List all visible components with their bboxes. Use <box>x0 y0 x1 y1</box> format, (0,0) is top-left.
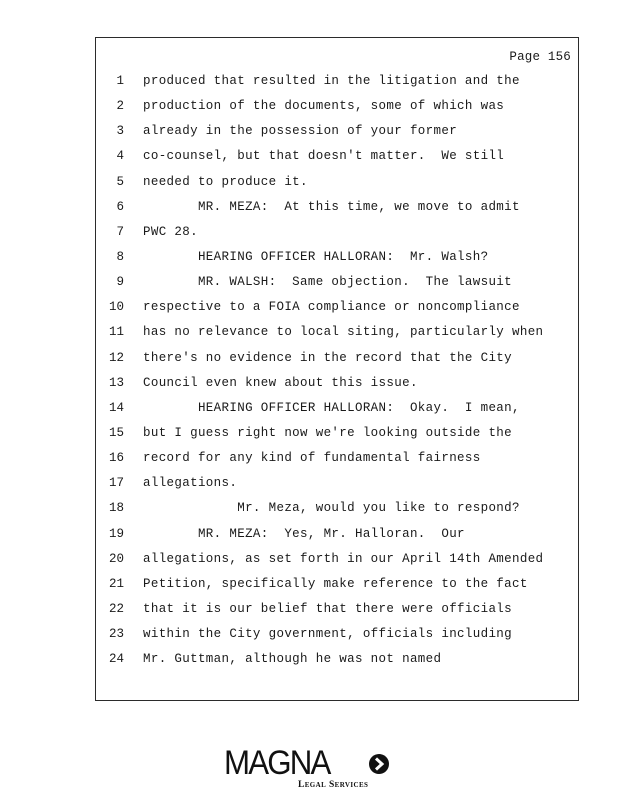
line-number: 14 <box>108 400 124 415</box>
line-number: 4 <box>116 149 124 164</box>
transcript-line <box>96 527 578 552</box>
line-number: 21 <box>108 576 124 591</box>
line-text: MR. MEZA: At this time, we move to admit <box>143 199 520 214</box>
transcript-line <box>96 451 578 476</box>
line-text: HEARING OFFICER HALLORAN: Okay. I mean, <box>143 400 520 415</box>
transcript-line <box>96 225 578 250</box>
line-text: co-counsel, but that doesn't matter. We still <box>143 149 505 164</box>
line-number: 20 <box>108 551 124 566</box>
transcript-line <box>96 74 578 99</box>
line-number: 15 <box>108 425 124 440</box>
transcript-line <box>96 577 578 602</box>
logo-subtitle: Legal Services <box>298 780 369 790</box>
transcript-line <box>96 250 578 275</box>
line-number: 1 <box>116 74 124 88</box>
transcript-line <box>96 351 578 376</box>
line-number: 8 <box>116 249 124 264</box>
line-text: produced that resulted in the litigation and the <box>143 74 520 88</box>
line-text: PWC 28. <box>143 224 198 239</box>
transcript-line <box>96 627 578 652</box>
line-number: 10 <box>108 300 124 315</box>
line-text: but I guess right now we're looking outside the <box>143 425 513 440</box>
line-text: record for any kind of fundamental fairness <box>143 451 481 466</box>
transcript-line <box>96 501 578 526</box>
transcript-line <box>96 149 578 174</box>
line-number: 7 <box>116 224 124 239</box>
line-text: already in the possession of your former <box>143 124 458 139</box>
line-number: 22 <box>108 601 124 616</box>
transcript-line <box>96 99 578 124</box>
line-number: 19 <box>108 526 124 541</box>
line-text: that it is our belief that there were officials <box>143 601 513 616</box>
line-number: 23 <box>108 627 124 642</box>
line-number: 16 <box>108 451 124 466</box>
line-number: 18 <box>108 501 124 516</box>
line-text: production of the documents, some of which was <box>143 99 505 114</box>
line-text: within the City government, officials including <box>143 627 513 642</box>
line-number: 13 <box>108 375 124 390</box>
logo-wordmark: MAGNA <box>224 744 330 782</box>
line-text: allegations, as set forth in our April 14th Amended <box>143 551 544 566</box>
line-text: respective to a FOIA compliance or noncompliance <box>143 300 520 315</box>
line-number: 9 <box>116 275 124 290</box>
line-number: 5 <box>116 174 124 189</box>
line-text: needed to produce it. <box>143 174 308 189</box>
transcript-line <box>96 275 578 300</box>
line-number: 6 <box>116 199 124 214</box>
line-text: there's no evidence in the record that the City <box>143 350 513 365</box>
line-number: 3 <box>116 124 124 139</box>
line-text: Mr. Meza, would you like to respond? <box>143 501 520 516</box>
transcript-line <box>96 200 578 225</box>
transcript-line <box>96 652 578 677</box>
transcript-line <box>96 401 578 426</box>
transcript-line <box>96 175 578 200</box>
line-text: Petition, specifically make reference to the fact <box>143 576 528 591</box>
transcript-line <box>96 124 578 149</box>
line-text: MR. WALSH: Same objection. The lawsuit <box>143 275 513 290</box>
line-number: 2 <box>116 99 124 114</box>
line-text: Mr. Guttman, although he was not named <box>143 652 442 667</box>
line-number: 12 <box>108 350 124 365</box>
line-number: 11 <box>108 325 124 340</box>
transcript-line <box>96 476 578 501</box>
line-text: MR. MEZA: Yes, Mr. Halloran. Our <box>143 526 465 541</box>
line-text: allegations. <box>143 476 238 491</box>
line-number: 17 <box>108 476 124 491</box>
transcript-line <box>96 602 578 627</box>
transcript-page <box>95 37 579 701</box>
transcript-line <box>96 300 578 325</box>
transcript-line <box>96 426 578 451</box>
transcript-line <box>96 552 578 577</box>
line-text: HEARING OFFICER HALLORAN: Mr. Walsh? <box>143 249 489 264</box>
transcript-lines <box>96 74 578 677</box>
line-number: 24 <box>108 652 124 667</box>
line-text: Council even knew about this issue. <box>143 375 418 390</box>
transcript-line <box>96 325 578 350</box>
page-number: Page 156 <box>509 50 571 64</box>
chevron-right-circle-icon <box>368 753 390 775</box>
magna-logo <box>224 746 399 792</box>
transcript-line <box>96 376 578 401</box>
line-text: has no relevance to local siting, particularly when <box>143 325 544 340</box>
